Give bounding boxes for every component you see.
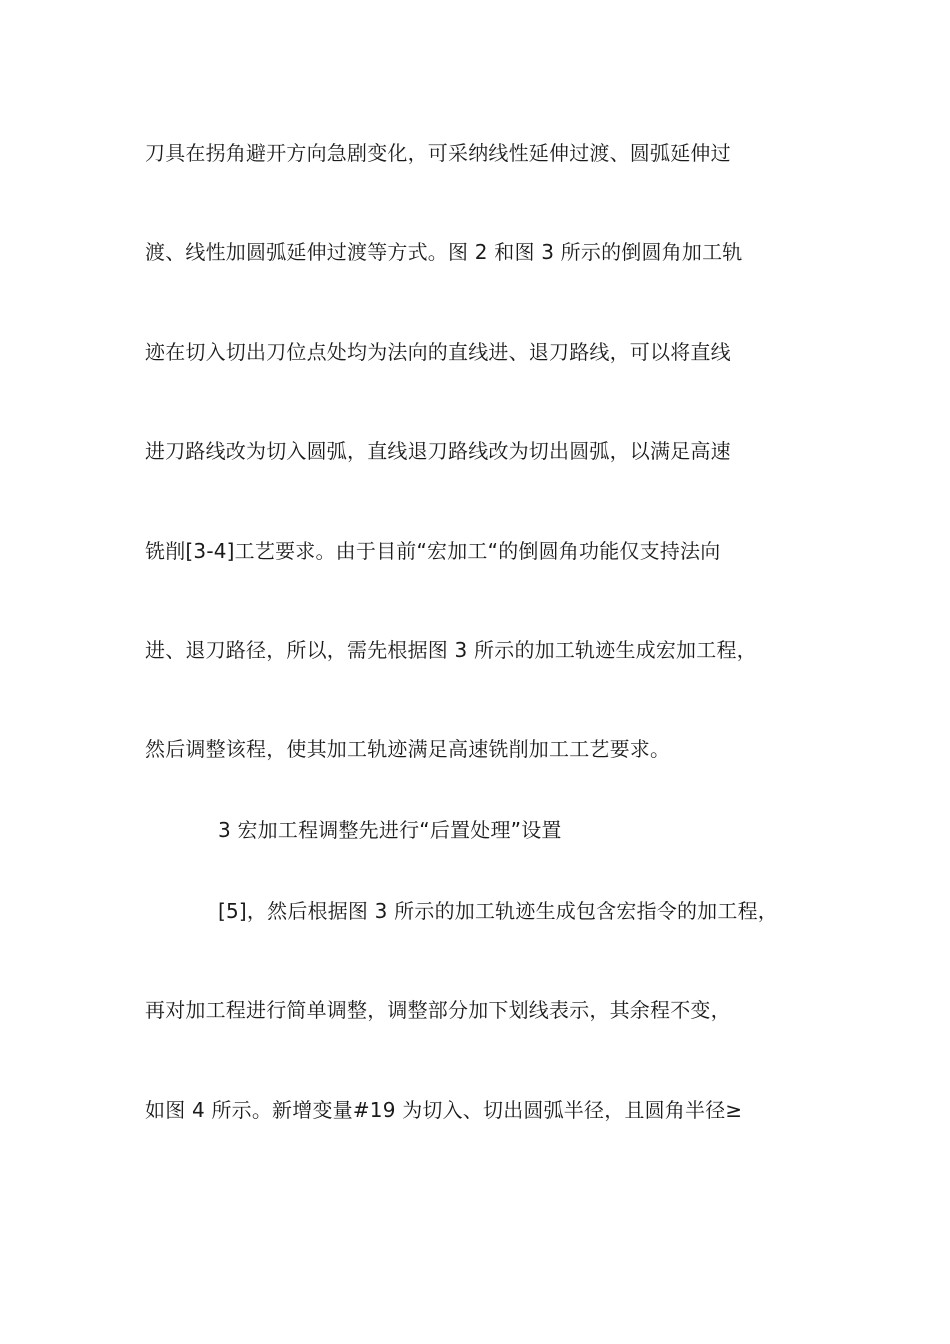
text-line: 进刀路线改为切入圆弧，直线退刀路线改为切出圆弧，以满足高速 xyxy=(145,439,731,463)
text-line: 刀具在拐角避开方向急剧变化，可采纳线性延伸过渡、圆弧延伸过 xyxy=(145,141,731,165)
text-line: 然后调整该程，使其加工轨迹满足高速铣削加工工艺要求。 xyxy=(145,737,671,761)
text-line: 如图 4 所示。新增变量#19 为切入、切出圆弧半径，且圆角半径≥ xyxy=(145,1098,743,1122)
text-line: 进、退刀路径，所以，需先根据图 3 所示的加工轨迹生成宏加工程， xyxy=(145,638,757,662)
text-line: 再对加工程进行简单调整，调整部分加下划线表示，其余程不变， xyxy=(145,998,731,1022)
text-line: 渡、线性加圆弧延伸过渡等方式。图 2 和图 3 所示的倒圆角加工轨 xyxy=(145,240,743,264)
text-line: [5]，然后根据图 3 所示的加工轨迹生成包含宏指令的加工程， xyxy=(218,899,778,923)
section-heading: 3 宏加工程调整先进行“后置处理”设置 xyxy=(218,818,562,842)
text-line: 铣削[3-4]工艺要求。由于目前“宏加工“的倒圆角功能仅支持法向 xyxy=(145,539,721,563)
text-line: 迹在切入切出刀位点处均为法向的直线进、退刀路线，可以将直线 xyxy=(145,340,731,364)
